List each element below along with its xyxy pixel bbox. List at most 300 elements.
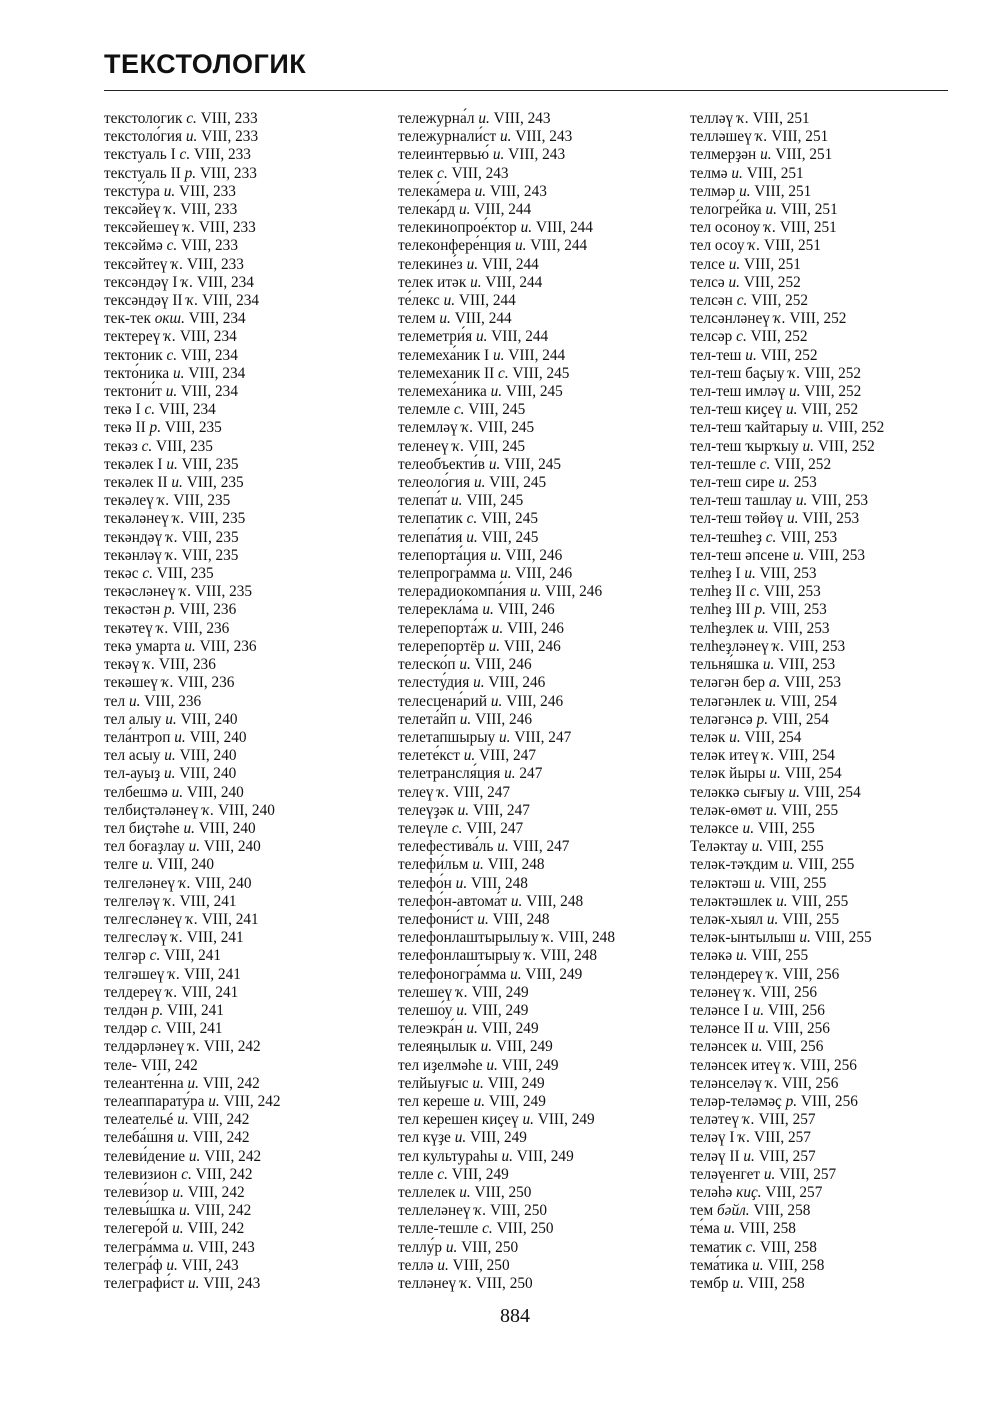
dictionary-entry [104, 929, 379, 947]
entry-pos-label: и. [165, 710, 177, 728]
entry-headword: телгесләү [104, 929, 168, 947]
entry-headword: телмерҙән [690, 146, 757, 164]
entry-reference: VIII, 235 [186, 474, 244, 492]
dictionary-entry [104, 237, 379, 255]
entry-reference: VIII, 249 [516, 1147, 574, 1165]
dictionary-entry [690, 1002, 948, 1020]
dictionary-entry [104, 492, 379, 510]
dictionary-entry [104, 529, 379, 547]
entry-headword: телһеҙләнеү [690, 637, 769, 655]
entry-reference: VIII, 251 [771, 128, 829, 146]
entry-reference: VIII, 251 [779, 219, 837, 237]
entry-headword: текәтеү [104, 619, 153, 637]
entry-headword: телйыуғыс [398, 1074, 469, 1092]
entry-pos-label: и. [723, 1220, 736, 1238]
dictionary-entry [104, 911, 379, 929]
entry-pos-label: и. [491, 619, 504, 637]
entry-reference: VIII, 233 [180, 201, 238, 219]
dictionary-entry [398, 820, 678, 838]
entry-pos-label: и. [473, 474, 486, 492]
entry-reference: VIII, 250 [461, 1238, 519, 1256]
entry-reference: VIII, 256 [766, 1038, 824, 1056]
dictionary-entry [690, 110, 948, 128]
entry-headword: телета́йп [398, 710, 456, 728]
entry-pos-label: и. [458, 201, 471, 219]
entry-reference: VIII, 244 [530, 237, 588, 255]
dictionary-entry [690, 1275, 948, 1293]
entry-pos-label: и. [443, 292, 456, 310]
dictionary-entry [690, 492, 948, 510]
entry-pos-label: и. [473, 1092, 486, 1110]
entry-headword: теләк-өмөт [690, 801, 763, 819]
dictionary-entry [690, 1129, 948, 1147]
entry-reference: VIII, 234 [158, 401, 216, 419]
dictionary-entry [104, 146, 379, 164]
entry-headword: телерепортёр [398, 637, 485, 655]
entry-reference: VIII, 245 [481, 510, 538, 528]
entry-pos-label: с. [141, 437, 153, 455]
entry-reference: VIII, 255 [781, 801, 839, 819]
dictionary-entry [104, 820, 379, 838]
entry-pos-label: и. [182, 1238, 194, 1256]
entry-pos-label: и. [473, 674, 485, 692]
dictionary-entry [690, 1075, 948, 1093]
dictionary-entry [690, 856, 948, 874]
entry-pos-label: и. [812, 419, 824, 437]
dictionary-entry [398, 893, 678, 911]
dictionary-entry [690, 966, 948, 984]
entry-pos-label: окш. [154, 310, 185, 328]
entry-pos-label: ҡ. [773, 310, 786, 328]
entry-pos-label: ҡ. [172, 510, 185, 528]
entry-headword: тел-теш ҡырҡыу [690, 437, 799, 455]
entry-reference: VIII, 249 [451, 1165, 509, 1183]
entry-reference: VIII, 242 [202, 1074, 260, 1092]
entry-pos-label: с. [466, 510, 478, 528]
entry-pos-label: и. [488, 637, 501, 655]
dictionary-entry [398, 1075, 678, 1093]
entry-pos-label: ҡ. [171, 255, 184, 273]
entry-headword: тел иҙелмәһе [398, 1056, 483, 1074]
entry-pos-label: и. [735, 947, 748, 965]
entry-headword: теләнселәү [690, 1074, 762, 1092]
entry-pos-label: ҡ. [156, 619, 169, 637]
dictionary-entry [398, 365, 678, 383]
entry-reference: VIII, 251 [744, 255, 801, 273]
entry-reference: VIII, 245 [468, 437, 526, 455]
entry-reference: VIII, 240 [179, 765, 237, 783]
entry-headword: телерекла́ма [398, 601, 479, 619]
entry-headword: телегра́ф [104, 1256, 163, 1274]
dictionary-entry [690, 638, 948, 656]
entry-reference: VIII, 235 [195, 583, 253, 601]
dictionary-entry [104, 838, 379, 856]
page-number: 884 [500, 1305, 530, 1327]
entry-pos-label: и. [172, 1220, 184, 1238]
entry-headword: телека́мера [398, 182, 471, 200]
entry-headword: тел боғаҙлау [104, 838, 185, 856]
entry-pos-label: ҡ. [459, 1275, 472, 1292]
entry-headword: телегеро́й [104, 1220, 169, 1238]
entry-headword: текәләнеү [104, 510, 169, 528]
header-rule [104, 90, 948, 91]
dictionary-entry [690, 128, 948, 146]
entry-pos-label: и. [763, 1165, 776, 1183]
entry-reference: VIII, 242 [194, 1202, 252, 1220]
dictionary-entry [104, 274, 379, 292]
entry-pos-label: и. [141, 856, 154, 874]
entry-reference: VIII, 257 [754, 1129, 811, 1147]
entry-headword: тел-теш ҡайтарыу [690, 419, 809, 437]
entry-reference: VIII, 236 [177, 674, 235, 692]
entry-pos-label: и. [497, 838, 509, 856]
entry-pos-label: ҡ. [163, 892, 176, 910]
entry-pos-label: и. [171, 474, 183, 492]
dictionary-entry [398, 110, 678, 128]
entry-reference: VIII, 256 [767, 1001, 825, 1019]
dictionary-entry [104, 547, 379, 565]
entry-headword: тел күҙе [398, 1129, 451, 1147]
dictionary-entry [104, 729, 379, 747]
dictionary-entry [690, 237, 948, 255]
entry-headword: тембр [690, 1275, 729, 1292]
entry-reference: VIII, 244 [491, 328, 549, 346]
entry-headword: тел осоу [690, 237, 745, 255]
dictionary-entry [690, 456, 948, 474]
entry-headword: телепа́тия [398, 528, 463, 546]
dictionary-entry [690, 820, 948, 838]
entry-reference: VIII, 254 [744, 728, 802, 746]
dictionary-entry [690, 1220, 948, 1238]
dictionary-entry [690, 1057, 948, 1075]
dictionary-entry [398, 947, 678, 965]
entry-headword: телек итәк [398, 273, 467, 291]
entry-headword: текәз [104, 437, 138, 455]
entry-headword: тел-тешһеҙ [690, 528, 762, 546]
entry-reference: VIII, 242 [187, 1183, 245, 1201]
entry-pos-label: и. [499, 565, 512, 583]
dictionary-entry [398, 201, 678, 219]
dictionary-entry [104, 583, 379, 601]
entry-reference: VIII, 258 [753, 1202, 811, 1220]
dictionary-entry [398, 656, 678, 674]
entry-pos-label: и. [501, 1147, 513, 1165]
entry-pos-label: и. [166, 1256, 178, 1274]
entry-reference: VIII, 255 [769, 874, 827, 892]
dictionary-entry [690, 1257, 948, 1275]
entry-headword: теләк-тәҡдим [690, 856, 779, 874]
entry-headword: телемле [398, 401, 451, 419]
dictionary-entry [398, 911, 678, 929]
entry-reference: VIII, 254 [803, 783, 861, 801]
entry-pos-label: и. [776, 892, 788, 910]
entry-headword: тексәндәү II [104, 292, 183, 310]
entry-pos-label: и. [492, 146, 505, 164]
dictionary-entry [690, 1148, 948, 1166]
entry-pos-label: и. [208, 1092, 220, 1110]
entry-reference: VIII, 244 [535, 219, 593, 237]
entry-headword: Теләктау [690, 838, 748, 856]
dictionary-entry [398, 784, 678, 802]
entry-reference: VIII, 235 [188, 510, 246, 528]
entry-pos-label: и. [466, 528, 478, 546]
dictionary-entry [690, 1111, 948, 1129]
entry-reference: VIII, 249 [481, 1020, 539, 1038]
dictionary-entry [398, 693, 678, 711]
dictionary-entry [104, 456, 379, 474]
entry-pos-label: ҡ. [164, 328, 176, 346]
entry-reference: VIII, 252 [789, 310, 847, 328]
dictionary-entry [398, 583, 678, 601]
entry-reference: VIII, 248 [487, 856, 545, 874]
entry-headword: телефонлаштырыу [398, 947, 521, 965]
dictionary-entry [398, 711, 678, 729]
entry-pos-label: и. [732, 1275, 744, 1292]
dictionary-entry [398, 1002, 678, 1020]
dictionary-entry [104, 1093, 379, 1111]
entry-pos-label: и. [459, 656, 471, 674]
entry-pos-label: и. [757, 1020, 770, 1038]
entry-headword: телефони́ст [398, 910, 474, 928]
entry-pos-label: и. [745, 346, 757, 364]
entry-pos-label: ҡ. [744, 983, 757, 1001]
dictionary-entry [690, 875, 948, 893]
entry-headword: тел-ауыҙ [104, 765, 161, 783]
entry-headword: текәндәү [104, 528, 163, 546]
entry-pos-label: и. [179, 1202, 191, 1220]
dictionary-entry [690, 838, 948, 856]
dictionary-entry [104, 510, 379, 528]
entry-reference: VIII, 234 [188, 364, 246, 382]
dictionary-entry [398, 1129, 678, 1147]
entry-headword: телле [398, 1165, 434, 1183]
entry-reference: VIII, 252 [804, 383, 862, 401]
entry-reference: VIII, 235 [156, 437, 213, 455]
entry-pos-label: р. [754, 601, 767, 619]
entry-pos-label: и. [437, 1256, 449, 1274]
entry-headword: текәс [104, 565, 139, 583]
entry-reference: VIII, 258 [738, 1220, 796, 1238]
dictionary-entry [690, 365, 948, 383]
entry-headword: теләүенгет [690, 1165, 761, 1183]
entry-pos-label: и. [490, 546, 502, 564]
dictionary-entry [398, 547, 678, 565]
dictionary-entry [398, 1184, 678, 1202]
entry-headword: телләнеү [398, 1275, 457, 1292]
entry-pos-label: ҡ. [186, 292, 199, 310]
entry-pos-label: ҡ. [742, 1111, 755, 1129]
entry-pos-label: и. [482, 601, 494, 619]
entry-pos-label: с. [437, 164, 448, 182]
entry-pos-label: и. [765, 201, 777, 219]
entry-headword: телефонлаштырылыу [398, 929, 539, 947]
dictionary-entry [398, 274, 678, 292]
entry-pos-label: и. [760, 146, 772, 164]
entry-reference: VIII, 251 [754, 182, 812, 200]
entry-reference: VIII, 233 [186, 255, 244, 273]
entry-pos-label: ҡ. [524, 947, 537, 965]
entry-headword: те́ма [690, 1220, 720, 1238]
entry-headword: текә I [104, 401, 141, 419]
entry-reference: VIII, 242 [192, 1111, 250, 1129]
entry-reference: VIII, 240 [180, 710, 238, 728]
entry-headword: текәнләү [104, 546, 162, 564]
entry-reference: VIII, 256 [760, 983, 818, 1001]
entry-pos-label: киҫ. [736, 1183, 762, 1201]
dictionary-entry [104, 1002, 379, 1020]
entry-headword: телеяңылык [398, 1038, 477, 1056]
entry-pos-label: и. [764, 692, 777, 710]
entry-headword: текстологик [104, 110, 183, 127]
entry-pos-label: ҡ. [755, 128, 768, 146]
entry-headword: тематик [690, 1238, 742, 1256]
entry-reference: VIII, 252 [743, 273, 801, 291]
entry-pos-label: и. [477, 910, 489, 928]
entry-reference: VIII, 243 [197, 1238, 255, 1256]
dictionary-entry [398, 1111, 678, 1129]
dictionary-entry [690, 765, 948, 783]
dictionary-entry [398, 165, 678, 183]
entry-reference: VIII, 247 [466, 819, 524, 837]
dictionary-entry [104, 1020, 379, 1038]
entry-headword: телевизион [104, 1165, 178, 1183]
entry-headword: телемеханик II [398, 364, 495, 382]
entry-headword: телһеҙлек [690, 619, 754, 637]
entry-reference: VIII, 250 [490, 1202, 548, 1220]
dictionary-entry [104, 693, 379, 711]
dictionary-entry [104, 328, 379, 346]
entry-headword: текә умарта [104, 637, 181, 655]
entry-reference: VIII, 250 [452, 1256, 510, 1274]
dictionary-entry [690, 947, 948, 965]
entry-headword: текәлек I [104, 455, 163, 473]
entry-headword: теләндереү [690, 965, 763, 983]
entry-headword: телеграфи́ст [104, 1275, 185, 1292]
dictionary-entry [690, 565, 948, 583]
dictionary-entry [690, 219, 948, 237]
entry-headword: телһеҙ I [690, 565, 741, 583]
dictionary-entry [104, 893, 379, 911]
entry-reference: VIII, 236 [158, 656, 216, 674]
dictionary-entry [104, 219, 379, 237]
dictionary-column-1 [104, 110, 379, 1293]
entry-pos-label: и. [164, 747, 176, 765]
entry-reference: VIII, 253 [772, 619, 830, 637]
dictionary-entry [690, 165, 948, 183]
entry-reference: VIII, 247 [453, 783, 511, 801]
entry-reference: VIII, 243 [508, 146, 566, 164]
entry-pos-label: ҡ. [542, 929, 555, 947]
dictionary-entry [104, 875, 379, 893]
entry-reference: VIII, 251 [746, 164, 804, 182]
dictionary-entry [398, 638, 678, 656]
entry-headword: текә II [104, 419, 146, 437]
entry-headword: тектони́т [104, 383, 162, 401]
entry-pos-label: и. [185, 128, 198, 146]
dictionary-entry [398, 747, 678, 765]
entry-reference: VIII, 248 [526, 892, 584, 910]
dictionary-entry [398, 183, 678, 201]
entry-pos-label: и. [177, 1129, 189, 1147]
dictionary-entry [690, 201, 948, 219]
entry-headword: тела́нтроп [104, 728, 171, 746]
dictionary-entry [690, 474, 948, 492]
entry-reference: VIII, 234 [188, 310, 246, 328]
entry-reference: VIII, 241 [186, 929, 244, 947]
entry-pos-label: и. [466, 255, 479, 273]
entry-reference: VIII, 249 [525, 965, 583, 983]
entry-headword: телешо́у [398, 1001, 453, 1019]
entry-headword: телемеха́ника [398, 383, 487, 401]
entry-reference: VIII, 253 [759, 565, 817, 583]
entry-reference: VIII, 252 [817, 437, 875, 455]
dictionary-entry [104, 1220, 379, 1238]
dictionary-entry [104, 1148, 379, 1166]
entry-pos-label: и. [728, 273, 740, 291]
entry-reference: VIII, 258 [760, 1238, 817, 1256]
entry-pos-label: и. [789, 383, 801, 401]
dictionary-column-3 [690, 110, 948, 1293]
entry-pos-label: ҡ. [437, 783, 450, 801]
entry-reference: VIII, 236 [179, 601, 237, 619]
entry-headword: тектереү [104, 328, 161, 346]
entry-reference: VIII, 256 [781, 1074, 839, 1092]
entry-reference: VIII, 246 [475, 710, 533, 728]
entry-pos-label: и. [480, 1038, 493, 1056]
entry-reference: VIII, 233 [201, 128, 259, 146]
entry-reference: VIII, 243 [451, 164, 509, 182]
entry-headword: телефоногра́мма [398, 965, 507, 983]
dictionary-entry [690, 1038, 948, 1056]
entry-reference: VIII, 245 [468, 401, 526, 419]
entry-headword: телләү [690, 110, 734, 127]
entry-headword: телеанте́нна [104, 1074, 184, 1092]
entry-pos-label: ҡ. [452, 437, 465, 455]
entry-headword: текстоло́гия [104, 128, 183, 146]
entry-pos-label: с. [166, 237, 178, 255]
entry-pos-label: и. [792, 546, 805, 564]
entry-reference: VIII, 240 [186, 783, 244, 801]
dictionary-entry [398, 1038, 678, 1056]
entry-reference: VIII, 246 [488, 674, 546, 692]
entry-pos-label: и. [786, 510, 799, 528]
entry-reference: VIII, 255 [757, 819, 815, 837]
entry-reference: VIII, 243 [203, 1275, 261, 1292]
entry-pos-label: и. [731, 164, 743, 182]
dictionary-entry [398, 1220, 678, 1238]
entry-headword: телеү [398, 783, 434, 801]
entry-pos-label: ҡ. [168, 965, 181, 983]
entry-pos-label: с. [451, 819, 463, 837]
entry-pos-label: и. [455, 874, 468, 892]
entry-pos-label: ҡ. [455, 983, 468, 1001]
dictionary-entry [690, 784, 948, 802]
entry-headword: теләк [690, 728, 726, 746]
entry-headword: телеательé [104, 1111, 174, 1129]
entry-headword: телеви́дение [104, 1147, 186, 1165]
dictionary-entry [104, 1239, 379, 1257]
entry-reference: VIII, 245 [489, 474, 547, 492]
entry-pos-label: с. [498, 364, 509, 382]
entry-headword: тел-теш ташлау [690, 492, 793, 510]
entry-reference: VIII, 255 [766, 838, 824, 856]
entry-pos-label: и. [766, 910, 779, 928]
entry-reference: VIII, 256 [773, 1020, 830, 1038]
entry-pos-label: и. [171, 783, 184, 801]
entry-reference: VIII, 244 [458, 292, 516, 310]
entry-reference: VIII, 248 [558, 929, 615, 947]
entry-reference: VIII, 246 [503, 637, 561, 655]
